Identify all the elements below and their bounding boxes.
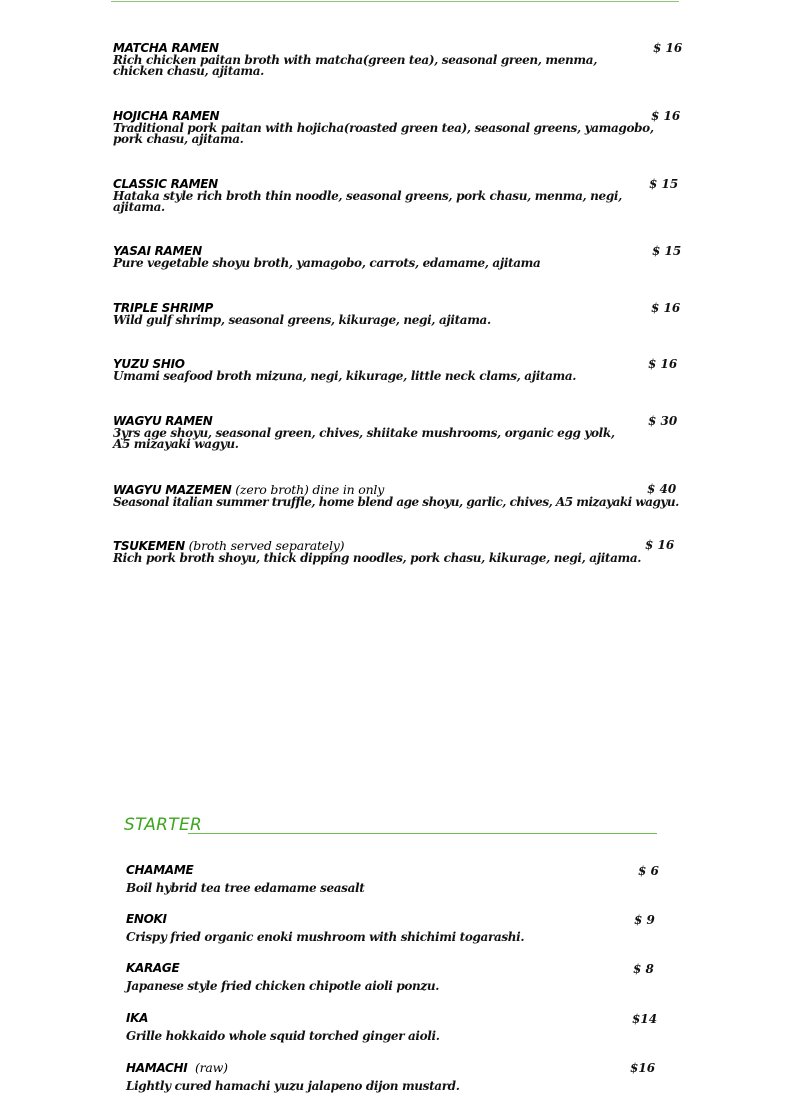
menu-item-chamame xyxy=(126,863,364,896)
item-note: (raw) xyxy=(187,1060,228,1075)
menu-item-wagyu-mazemen xyxy=(113,482,679,508)
item-description: Lightly cured hamachi yuzu jalapeno dijon mustard. xyxy=(126,1079,460,1093)
item-name: TRIPLE SHRIMP xyxy=(113,301,213,315)
menu-item-tsukemen xyxy=(113,538,641,564)
item-description: Wild gulf shrimp, seasonal greens, kikurage, negi, ajitama. xyxy=(113,313,491,327)
item-price: $ 16 xyxy=(648,357,678,371)
item-name: YUZU SHIO xyxy=(113,357,185,371)
section-divider xyxy=(188,833,657,834)
item-name: KARAGE xyxy=(126,961,180,975)
item-description: Hataka style rich broth thin noodle, seasonal greens, pork chasu, menma, negi, ajitama. xyxy=(113,189,622,214)
item-name: HOJICHA RAMEN xyxy=(113,109,220,123)
menu-item-hamachi xyxy=(126,1060,460,1094)
menu-item-ika xyxy=(126,1011,440,1044)
item-name: YASAI RAMEN xyxy=(113,244,202,258)
item-description: Japanese style fried chicken chipotle aioli ponzu. xyxy=(126,979,440,993)
item-price: $ 16 xyxy=(645,538,675,552)
menu-item-triple-shrimp xyxy=(113,301,491,326)
item-price: $ 6 xyxy=(638,864,659,878)
item-note: (zero broth) dine in only xyxy=(231,482,385,497)
item-note: (broth served separately) xyxy=(184,538,345,553)
item-description: Pure vegetable shoyu broth, yamagobo, carrots, edamame, ajitama xyxy=(113,256,541,270)
item-name: WAGYU MAZEMEN (zero broth) dine in only xyxy=(113,482,385,497)
item-description: Rich chicken paitan broth with matcha(green tea), seasonal green, menma, chicken chasu, ajitama. xyxy=(113,53,598,78)
item-description: Boil hybrid tea tree edamame seasalt xyxy=(126,881,365,895)
item-description: Crispy fried organic enoki mushroom with shichimi togarashi. xyxy=(126,930,525,944)
section-title-starter: STARTER xyxy=(124,815,203,835)
menu-item-enoki xyxy=(126,912,524,945)
item-description: Grille hokkaido whole squid torched ginger aioli. xyxy=(126,1029,440,1043)
item-name: HAMACHI (raw) xyxy=(126,1060,228,1075)
item-price: $ 8 xyxy=(633,962,654,976)
item-price: $14 xyxy=(632,1012,658,1026)
menu-item-matcha-ramen xyxy=(113,41,597,77)
item-price: $ 9 xyxy=(634,913,655,927)
menu-item-hojicha-ramen xyxy=(113,109,654,145)
item-price: $ 16 xyxy=(653,41,683,55)
item-description: 3yrs age shoyu, seasonal green, chives, shiitake mushrooms, organic egg yolk, A5 mizayaki wagyu. xyxy=(113,426,615,451)
item-description: Umami seafood broth mizuna, negi, kikurage, little neck clams, ajitama. xyxy=(113,369,577,383)
top-divider xyxy=(111,1,679,2)
item-name: ENOKI xyxy=(126,912,167,926)
menu-item-wagyu-ramen xyxy=(113,414,615,450)
menu-item-yuzu-shio xyxy=(113,357,576,382)
item-price: $16 xyxy=(630,1061,656,1075)
item-name: CLASSIC RAMEN xyxy=(113,177,218,191)
item-description: Rich pork broth shoyu, thick dipping noodles, pork chasu, kikurage, negi, ajitama. xyxy=(113,551,642,565)
item-price: $ 15 xyxy=(649,177,679,191)
item-price: $ 40 xyxy=(647,482,677,496)
item-price: $ 16 xyxy=(651,109,681,123)
item-name: CHAMAME xyxy=(126,863,194,877)
menu-item-karage xyxy=(126,961,439,994)
item-name: TSUKEMEN (broth served separately) xyxy=(113,538,345,553)
item-name: MATCHA RAMEN xyxy=(113,41,219,55)
item-price: $ 16 xyxy=(651,301,681,315)
item-price: $ 15 xyxy=(652,244,682,258)
item-name: WAGYU RAMEN xyxy=(113,414,213,428)
menu-item-classic-ramen xyxy=(113,177,622,213)
item-description: Traditional pork paitan with hojicha(roasted green tea), seasonal greens, yamagobo, pork chasu, ajitama. xyxy=(113,121,654,146)
menu-item-yasai-ramen xyxy=(113,244,540,269)
item-name: IKA xyxy=(126,1011,149,1025)
item-description: Seasonal italian summer truffle, home blend age shoyu, garlic, chives, A5 mizayaki wagyu. xyxy=(113,495,679,509)
item-price: $ 30 xyxy=(648,414,678,428)
